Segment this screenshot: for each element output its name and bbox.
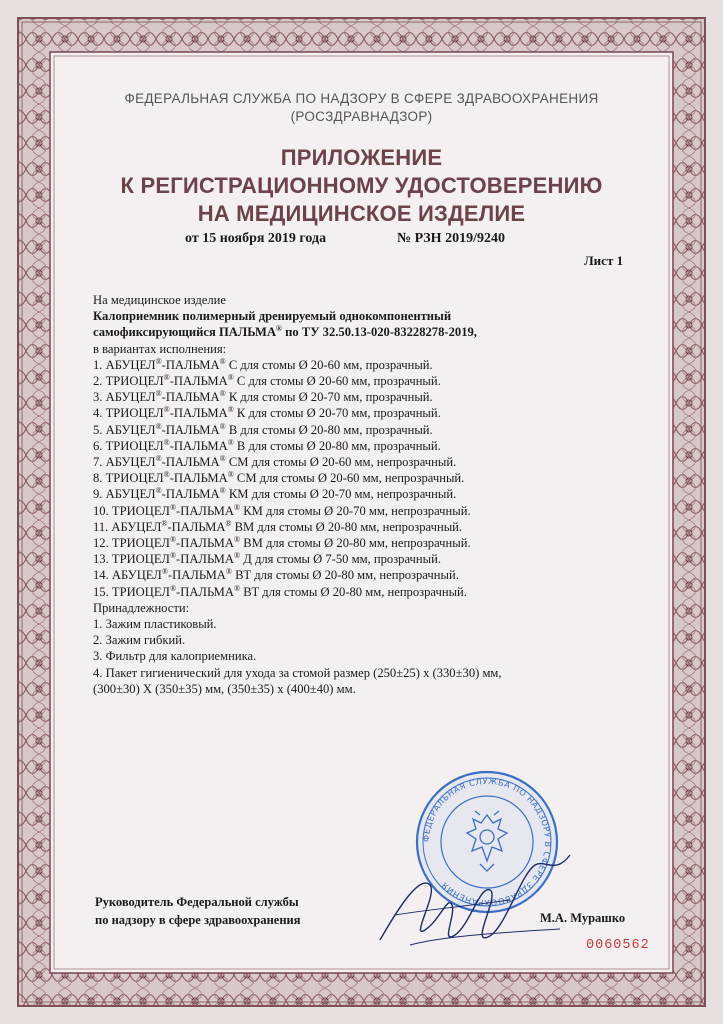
signer-title-line-1: Руководитель Федеральной службы bbox=[95, 895, 299, 909]
registered-mark: ® bbox=[155, 486, 162, 496]
variant-brand: -ПАЛЬМА bbox=[169, 406, 228, 421]
variant-brand: -ПАЛЬМА bbox=[176, 584, 234, 599]
registered-mark: ® bbox=[161, 567, 168, 577]
registered-mark: ® bbox=[227, 437, 234, 447]
agency-header bbox=[60, 90, 663, 126]
variant-number: 13. ТРИОЦЕЛ bbox=[93, 552, 170, 567]
registered-mark: ® bbox=[169, 551, 177, 561]
variant-brand: -ПАЛЬМА bbox=[167, 519, 226, 534]
variant-brand: -ПАЛЬМА bbox=[167, 568, 226, 583]
variant-description: С для стомы Ø 20-60 мм, прозрачный. bbox=[233, 374, 441, 389]
registered-mark: ® bbox=[233, 502, 241, 512]
variant-item bbox=[93, 584, 593, 600]
registered-mark: ® bbox=[276, 324, 283, 334]
title-line-1: ПРИЛОЖЕНИЕ bbox=[280, 145, 443, 170]
registered-mark: ® bbox=[163, 405, 170, 415]
variant-brand: -ПАЛЬМА bbox=[169, 374, 228, 389]
variant-number: 15. ТРИОЦЕЛ bbox=[93, 584, 170, 599]
variant-item bbox=[93, 373, 593, 389]
variant-item bbox=[93, 357, 593, 373]
title-line-2: К РЕГИСТРАЦИОННОМУ УДОСТОВЕРЕНИЮ bbox=[120, 173, 603, 198]
variant-item bbox=[93, 535, 593, 551]
variant-number: 12. ТРИОЦЕЛ bbox=[93, 536, 170, 551]
signer-title-line-2: по надзору в сфере здравоохранения bbox=[95, 913, 301, 927]
variant-description: ВМ для стомы Ø 20-80 мм, непрозрачный. bbox=[231, 519, 463, 534]
variant-number: 2. ТРИОЦЕЛ bbox=[93, 374, 164, 389]
variant-description: В для стомы Ø 20-80 мм, прозрачный. bbox=[225, 422, 433, 437]
variant-brand: -ПАЛЬМА bbox=[169, 471, 228, 486]
document-body bbox=[93, 292, 593, 697]
registered-mark: ® bbox=[219, 486, 226, 496]
variant-description: С для стомы Ø 20-60 мм, прозрачный. bbox=[225, 357, 433, 372]
registration-date: от 15 ноября 2019 года bbox=[185, 231, 327, 246]
agency-name: ФЕДЕРАЛЬНАЯ СЛУЖБА ПО НАДЗОРУ В СФЕРЕ ЗДРАВООХРАНЕНИЯ bbox=[124, 91, 599, 106]
variant-number: 14. АБУЦЕЛ bbox=[93, 568, 162, 583]
registered-mark: ® bbox=[155, 356, 162, 366]
variant-brand: -ПАЛЬМА bbox=[161, 455, 220, 470]
variants-intro: в вариантах исполнения: bbox=[93, 341, 227, 356]
variant-item bbox=[93, 567, 593, 583]
variant-number: 7. АБУЦЕЛ bbox=[93, 455, 156, 470]
variant-number: 11. АБУЦЕЛ bbox=[93, 519, 162, 534]
signer-name: М.А. Мурашко bbox=[540, 911, 626, 925]
registered-mark: ® bbox=[163, 372, 170, 382]
registration-number: № РЗН 2019/9240 bbox=[397, 231, 505, 246]
registered-mark: ® bbox=[233, 534, 241, 544]
accessory-item: 3. Фильтр для калоприемника. bbox=[93, 649, 257, 664]
variant-number: 6. ТРИОЦЕЛ bbox=[93, 438, 164, 453]
accessory-item: (300±30) Х (350±35) мм, (350±35) х (400±40) мм. bbox=[93, 681, 356, 696]
variant-description: КМ для стомы Ø 20-70 мм, непрозрачный. bbox=[240, 503, 471, 518]
variant-item bbox=[93, 454, 593, 470]
variant-description: Д для стомы Ø 7-50 мм, прозрачный. bbox=[240, 552, 441, 567]
variant-brand: -ПАЛЬМА bbox=[176, 552, 234, 567]
signer-title bbox=[95, 893, 301, 929]
accessories-intro: Принадлежности: bbox=[93, 600, 190, 615]
variant-number: 5. АБУЦЕЛ bbox=[93, 422, 156, 437]
registered-mark: ® bbox=[169, 583, 177, 593]
variant-item bbox=[93, 486, 593, 502]
sheet-number: Лист 1 bbox=[584, 253, 624, 268]
title-line-3: НА МЕДИЦИНСКОЕ ИЗДЕЛИЕ bbox=[197, 201, 526, 226]
variant-item bbox=[93, 422, 593, 438]
registered-mark: ® bbox=[161, 518, 168, 528]
variant-brand: -ПАЛЬМА bbox=[176, 503, 234, 518]
registered-mark: ® bbox=[163, 437, 170, 447]
registered-mark: ® bbox=[227, 470, 234, 480]
registered-mark: ® bbox=[227, 372, 234, 382]
signature bbox=[370, 845, 590, 955]
registered-mark: ® bbox=[233, 551, 241, 561]
registered-mark: ® bbox=[219, 356, 226, 366]
registered-mark: ® bbox=[155, 421, 162, 431]
variant-item bbox=[93, 503, 593, 519]
product-name-line-1: Калоприемник полимерный дренируемый однокомпонентный bbox=[93, 309, 452, 324]
registered-mark: ® bbox=[169, 534, 177, 544]
registered-mark: ® bbox=[219, 453, 226, 463]
variant-description: ВМ для стомы Ø 20-80 мм, непрозрачный. bbox=[240, 536, 471, 551]
registered-mark: ® bbox=[225, 518, 232, 528]
registered-mark: ® bbox=[219, 389, 226, 399]
variant-description: СМ для стомы Ø 20-60 мм, непрозрачный. bbox=[225, 455, 457, 470]
variant-description: К для стомы Ø 20-70 мм, прозрачный. bbox=[225, 390, 433, 405]
variant-description: К для стомы Ø 20-70 мм, прозрачный. bbox=[233, 406, 441, 421]
variant-item bbox=[93, 405, 593, 421]
document-title bbox=[60, 144, 663, 228]
registered-mark: ® bbox=[233, 583, 241, 593]
accessory-item: 2. Зажим гибкий. bbox=[93, 633, 186, 648]
stamp-ring-text: ФЕДЕРАЛЬНАЯ СЛУЖБА ПО НАДЗОРУ В СФЕРЕ ЗДРАВООХРАНЕНИЯ bbox=[420, 775, 554, 909]
variant-number: 1. АБУЦЕЛ bbox=[93, 357, 156, 372]
variant-item bbox=[93, 470, 593, 486]
registered-mark: ® bbox=[227, 405, 234, 415]
product-intro: На медицинское изделие bbox=[93, 293, 226, 307]
agency-abbreviation: (РОСЗДРАВНАДЗОР) bbox=[290, 109, 433, 124]
variant-item bbox=[93, 438, 593, 454]
variant-number: 4. ТРИОЦЕЛ bbox=[93, 406, 164, 421]
variant-brand: -ПАЛЬМА bbox=[161, 422, 220, 437]
variant-description: КМ для стомы Ø 20-70 мм, непрозрачный. bbox=[225, 487, 457, 502]
variant-number: 3. АБУЦЕЛ bbox=[93, 390, 156, 405]
registered-mark: ® bbox=[155, 453, 162, 463]
product-name-line-2 bbox=[93, 324, 593, 340]
registered-mark: ® bbox=[163, 470, 170, 480]
variant-description: ВТ для стомы Ø 20-80 мм, непрозрачный. bbox=[240, 584, 467, 599]
variant-description: ВТ для стомы Ø 20-80 мм, непрозрачный. bbox=[231, 568, 459, 583]
variant-brand: -ПАЛЬМА bbox=[176, 536, 234, 551]
accessory-item: 4. Пакет гигиенический для ухода за стомой размер (250±25) х (330±30) мм, bbox=[93, 665, 502, 680]
registered-mark: ® bbox=[225, 567, 232, 577]
variant-description: В для стомы Ø 20-80 мм, прозрачный. bbox=[233, 438, 441, 453]
variant-brand: -ПАЛЬМА bbox=[161, 357, 220, 372]
serial-number: 0060562 bbox=[586, 938, 650, 953]
variant-number: 9. АБУЦЕЛ bbox=[93, 487, 156, 502]
registered-mark: ® bbox=[169, 502, 177, 512]
product-spec-text: по ТУ 32.50.13-020-83228278-2019, bbox=[282, 325, 477, 340]
registered-mark: ® bbox=[155, 389, 162, 399]
variant-brand: -ПАЛЬМА bbox=[169, 438, 228, 453]
variant-brand: -ПАЛЬМА bbox=[161, 390, 220, 405]
variant-number: 8. ТРИОЦЕЛ bbox=[93, 471, 164, 486]
variant-item bbox=[93, 551, 593, 567]
registered-mark: ® bbox=[219, 421, 226, 431]
accessories-list bbox=[93, 616, 593, 697]
variant-number: 10. ТРИОЦЕЛ bbox=[93, 503, 170, 518]
variant-item bbox=[93, 519, 593, 535]
variant-description: СМ для стомы Ø 20-60 мм, непрозрачный. bbox=[233, 471, 465, 486]
variants-list bbox=[93, 357, 593, 600]
accessory-item: 1. Зажим пластиковый. bbox=[93, 617, 217, 632]
variant-item bbox=[93, 389, 593, 405]
variant-brand: -ПАЛЬМА bbox=[161, 487, 220, 502]
product-name-text: самофиксирующийся ПАЛЬМА bbox=[93, 325, 277, 340]
